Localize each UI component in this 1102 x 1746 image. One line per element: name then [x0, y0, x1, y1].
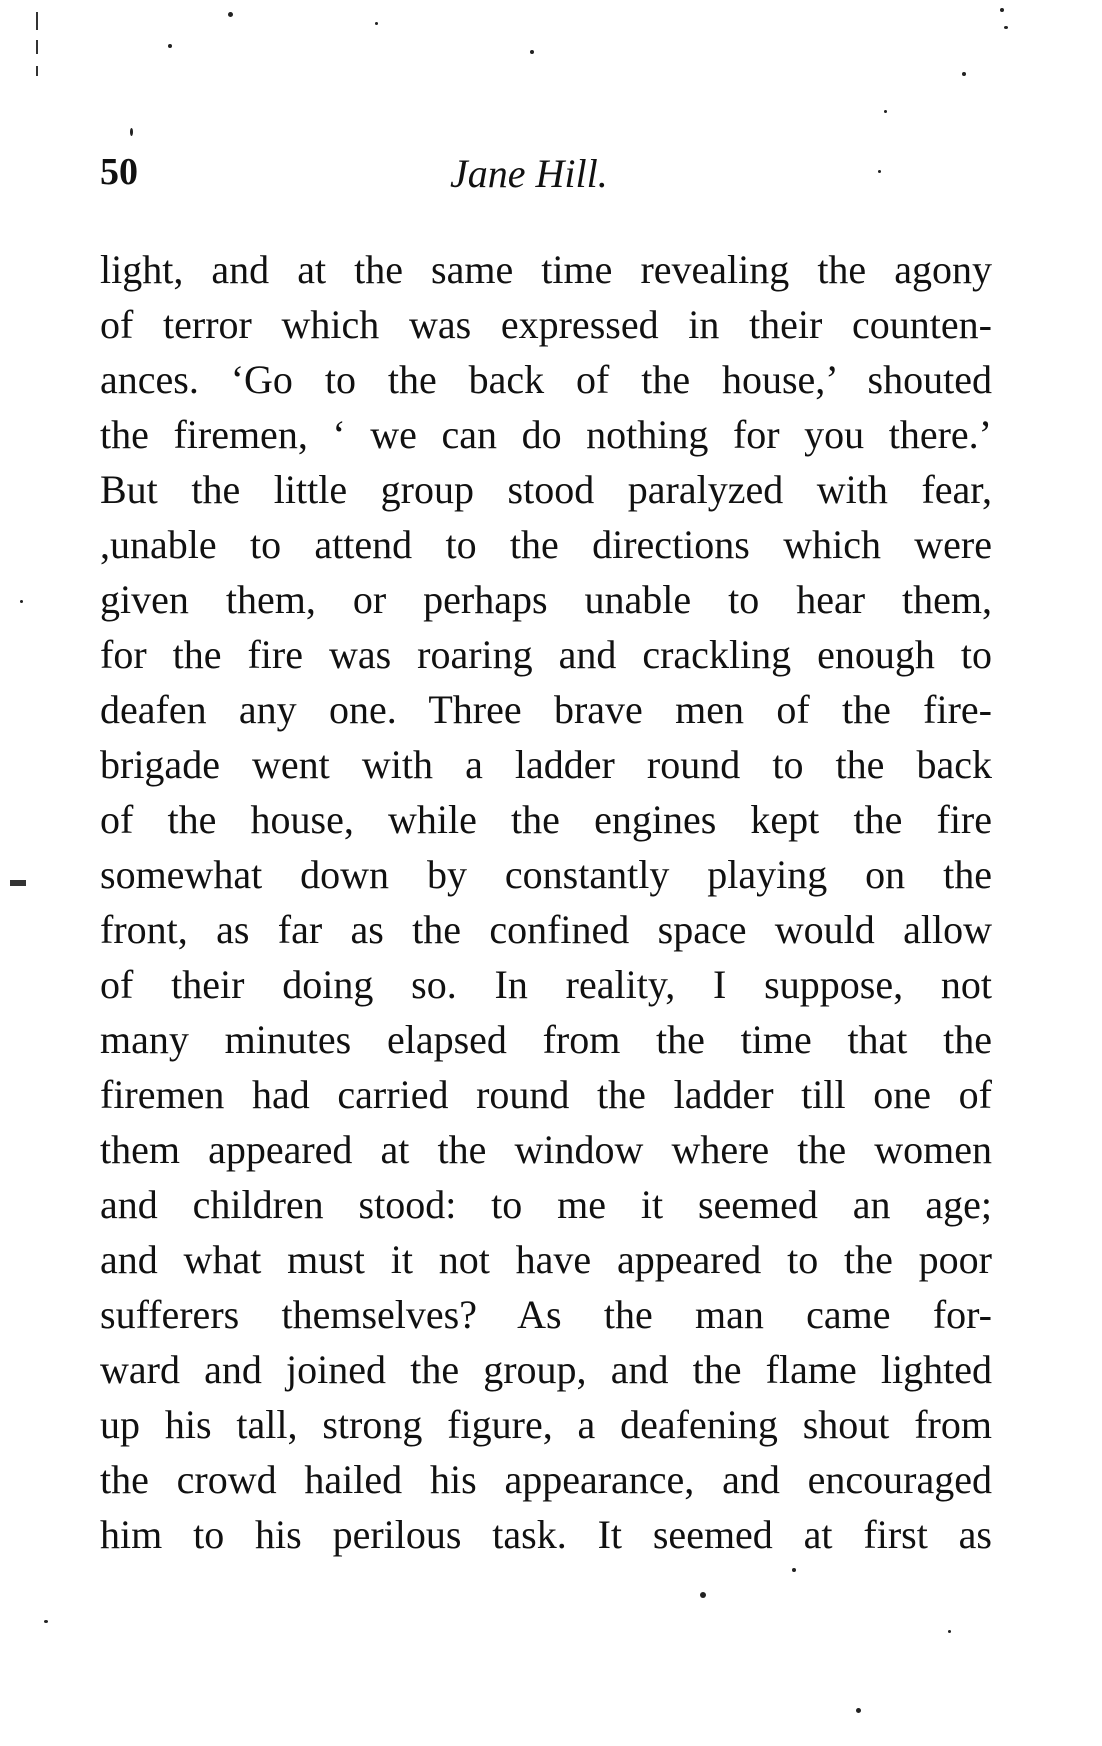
text-line: But the little group stood paralyzed with fear,: [100, 467, 992, 512]
text-line: sufferers themselves? As the man came for-: [100, 1292, 992, 1337]
text-line: somewhat down by constantly playing on the: [100, 852, 992, 897]
scan-speck: [130, 128, 133, 136]
running-title: Jane Hill.: [450, 151, 608, 196]
text-line: many minutes elapsed from the time that the: [100, 1017, 992, 1062]
text-line: the crowd hailed his appearance, and encouraged: [100, 1457, 992, 1502]
text-line: them appeared at the window where the women: [100, 1127, 992, 1172]
text-line: the firemen, ‘ we can do nothing for you there.’: [100, 412, 992, 457]
scan-speck: [44, 1620, 48, 1623]
text-line: of the house, while the engines kept the fire: [100, 797, 992, 842]
text-line: firemen had carried round the ladder till one of: [100, 1072, 992, 1117]
text-line: and what must it not have appeared to the poor: [100, 1237, 992, 1282]
scan-speck: [530, 50, 534, 54]
scan-mark: [36, 12, 38, 30]
text-line: front, as far as the confined space would allow: [100, 907, 992, 952]
text-line: ances. ‘Go to the back of the house,’ shouted: [100, 357, 992, 402]
scan-mark: [36, 66, 38, 76]
text-line: and children stood: to me it seemed an age;: [100, 1182, 992, 1227]
scan-speck: [884, 110, 887, 113]
scan-speck: [1000, 8, 1004, 12]
text-line: ward and joined the group, and the flame lighted: [100, 1347, 992, 1392]
text-line: light, and at the same time revealing the agony: [100, 247, 992, 292]
scan-speck: [856, 1708, 861, 1713]
scan-speck: [375, 22, 378, 25]
scan-speck: [962, 72, 966, 76]
page-number: 50: [100, 151, 138, 193]
scan-speck: [792, 1568, 796, 1572]
text-line: of their doing so. In reality, I suppose, not: [100, 962, 992, 1007]
text-line: ,unable to attend to the directions which were: [100, 522, 992, 567]
text-line: deafen any one. Three brave men of the fire-: [100, 687, 992, 732]
scan-mark: [36, 40, 38, 54]
text-line: up his tall, strong figure, a deafening shout from: [100, 1402, 992, 1447]
text-line: of terror which was expressed in their counten-: [100, 302, 992, 347]
text-line: given them, or perhaps unable to hear them,: [100, 577, 992, 622]
scan-speck: [700, 1592, 706, 1598]
text-line: for the fire was roaring and crackling enough to: [100, 632, 992, 677]
page-header: [100, 150, 1000, 210]
scan-speck: [948, 1630, 951, 1633]
body-text: [100, 242, 992, 1562]
scan-speck: [168, 44, 172, 48]
scan-speck: [228, 12, 233, 17]
scan-mark: [10, 880, 26, 886]
text-line: brigade went with a ladder round to the back: [100, 742, 992, 787]
scan-speck: [20, 600, 23, 603]
text-line: him to his perilous task. It seemed at first as: [100, 1512, 992, 1557]
scan-speck: [1004, 26, 1008, 29]
